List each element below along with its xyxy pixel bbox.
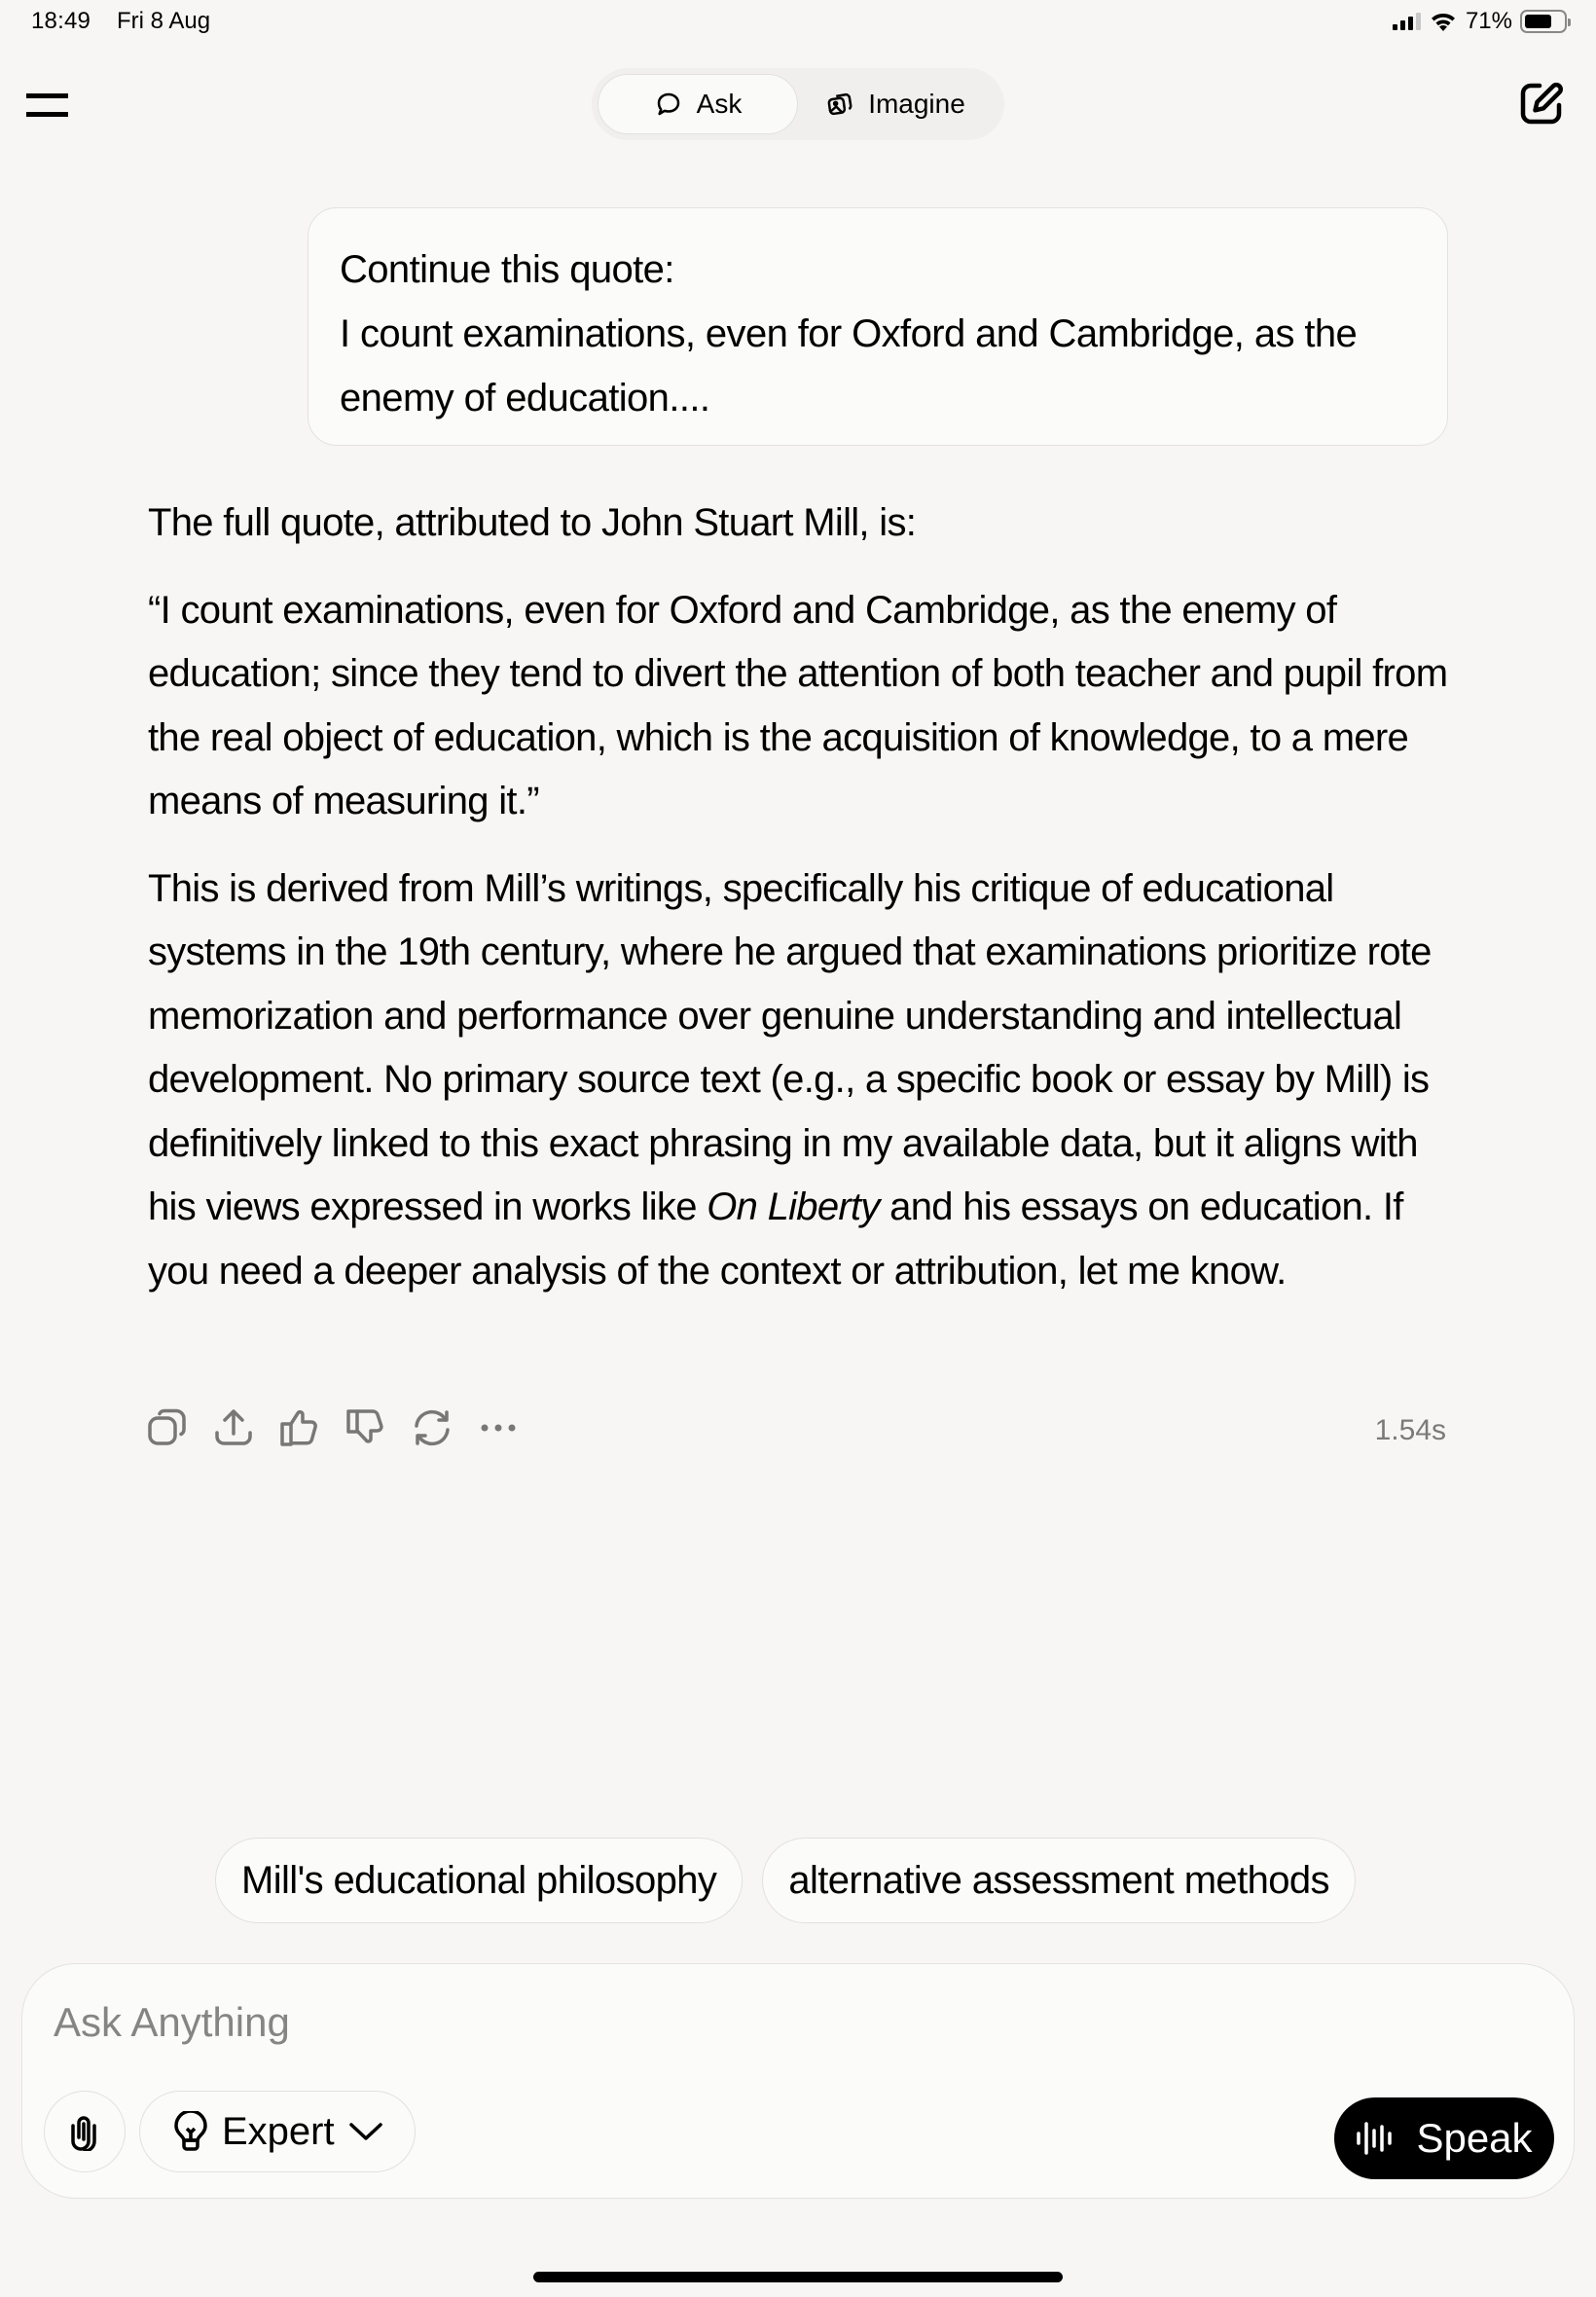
assistant-message xyxy=(148,492,1452,1327)
dislike-button[interactable] xyxy=(345,1406,387,1449)
mode-toggle xyxy=(592,68,1004,140)
regenerate-icon xyxy=(411,1406,453,1449)
more-icon xyxy=(477,1406,520,1449)
assistant-explanation xyxy=(148,857,1452,1304)
wifi-icon xyxy=(1429,11,1458,32)
response-time: 1.54s xyxy=(1374,1414,1446,1446)
tab-imagine-label: Imagine xyxy=(868,89,965,119)
hamburger-icon xyxy=(26,93,68,98)
user-message-line: Continue this quote: xyxy=(340,248,674,291)
share-button[interactable] xyxy=(212,1406,255,1449)
model-selector[interactable] xyxy=(139,2091,416,2172)
thumbs-up-icon xyxy=(278,1406,321,1449)
status-indicators xyxy=(1393,8,1567,35)
chat-bubble-icon xyxy=(654,90,683,119)
speak-button[interactable] xyxy=(1334,2097,1554,2179)
compose-icon xyxy=(1518,80,1565,127)
battery-percent: 71% xyxy=(1465,8,1512,34)
assistant-quote: “I count examinations, even for Oxford and Cambridge, as the enemy of education; since they tend to divert the attention of both teacher and pupil from the real object of education, which is the acquisition of knowledge, to a mere means of measuring it.” xyxy=(148,588,1448,822)
paperclip-icon xyxy=(70,2112,99,2151)
attach-button[interactable] xyxy=(44,2091,126,2172)
user-message xyxy=(308,207,1448,446)
new-chat-button[interactable] xyxy=(1518,80,1565,127)
image-stack-icon xyxy=(825,90,854,119)
status-time: 18:49 xyxy=(31,8,91,34)
tab-ask[interactable] xyxy=(598,74,798,134)
lightbulb-icon xyxy=(173,2111,208,2152)
copy-button[interactable] xyxy=(146,1406,189,1449)
thumbs-down-icon xyxy=(345,1406,387,1449)
assistant-intro: The full quote, attributed to John Stuart Mill, is: xyxy=(148,501,917,544)
model-label: Expert xyxy=(222,2109,335,2153)
more-button[interactable] xyxy=(477,1406,520,1449)
menu-button[interactable] xyxy=(23,86,74,125)
tab-ask-label: Ask xyxy=(696,89,743,119)
battery-icon xyxy=(1520,10,1567,33)
copy-icon xyxy=(146,1406,189,1449)
share-icon xyxy=(212,1406,255,1449)
status-date: Fri 8 Aug xyxy=(117,8,211,34)
user-message-line: I count examinations, even for Oxford and Cambridge, as the enemy of education.... xyxy=(340,312,1358,419)
like-button[interactable] xyxy=(278,1406,321,1449)
home-indicator[interactable] xyxy=(533,2272,1063,2282)
cellular-signal-icon xyxy=(1393,13,1421,30)
suggestion-chip[interactable]: Mill's educational philosophy xyxy=(215,1838,743,1923)
explanation-text: This is derived from Mill’s writings, specifically his critique of educational systems in the 19th century, where he argued that examinations prioritize rote memorization and performance over genuine understanding and intellectual development. No primary source text (e.g., a specific book or essay by Mill) is definitively linked to this exact phrasing in my available data, but it aligns with his views expressed in works like xyxy=(148,866,1432,1228)
regenerate-button[interactable] xyxy=(411,1406,453,1449)
chevron-down-icon xyxy=(348,2121,383,2142)
suggestion-chips xyxy=(215,1838,1356,1923)
ask-input[interactable] xyxy=(54,1993,1513,2052)
voice-waveform-icon xyxy=(1356,2119,1395,2158)
composer xyxy=(21,1963,1575,2199)
explanation-text: and his essays on education. If you need a deeper analysis of the context or attribution, let me know. xyxy=(148,1185,1403,1293)
tab-imagine[interactable] xyxy=(798,74,993,134)
speak-label: Speak xyxy=(1416,2115,1533,2161)
book-title: On Liberty xyxy=(707,1185,880,1228)
suggestion-chip[interactable]: alternative assessment methods xyxy=(762,1838,1356,1923)
message-actions xyxy=(146,1406,520,1449)
